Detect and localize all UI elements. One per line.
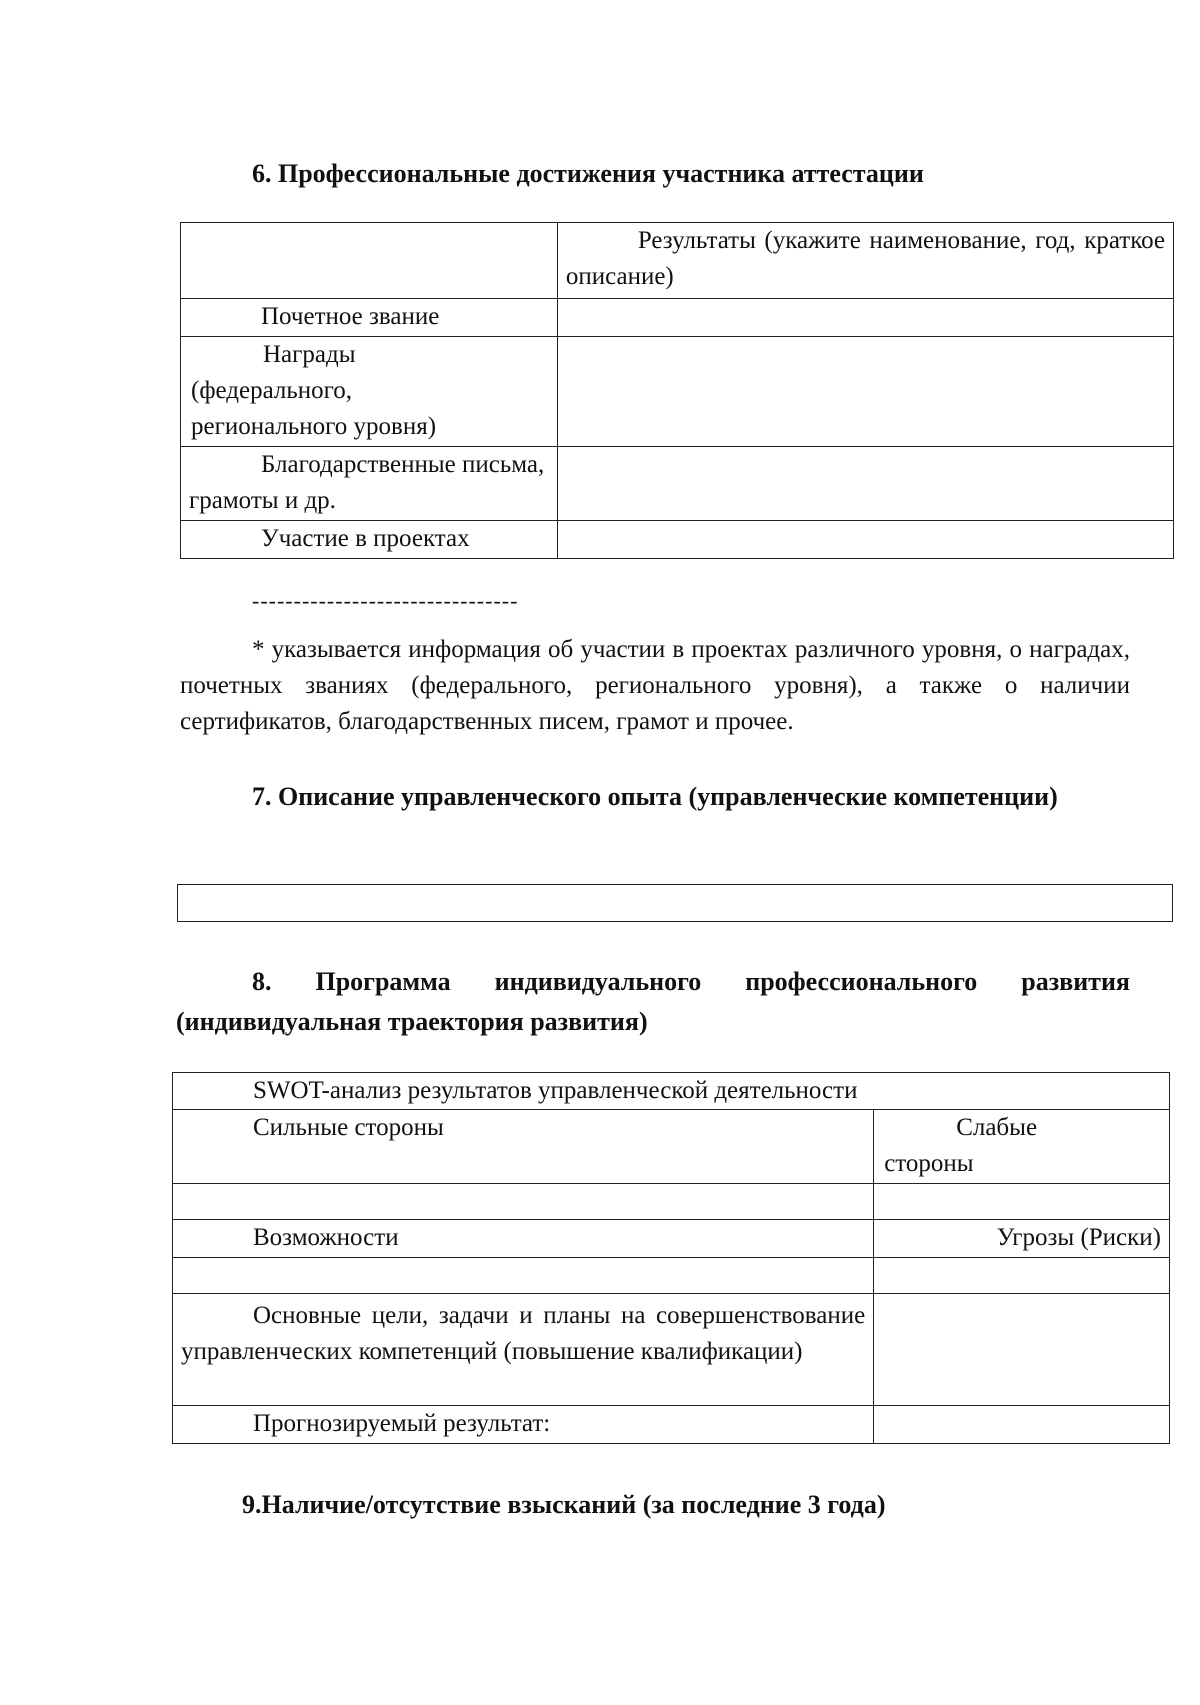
forecast-label: Прогнозируемый результат: (173, 1406, 874, 1444)
swot-table (172, 1072, 1170, 1444)
swot-threats-label: Угрозы (Риски) (874, 1220, 1170, 1258)
swot-threats-value[interactable] (874, 1258, 1170, 1294)
cell-letters-value[interactable] (557, 447, 1173, 521)
footnote-separator: -------------------------------- (252, 588, 519, 613)
section-9-title: 9.Наличие/отсутствие взысканий (за последние 3 года) (242, 1490, 886, 1519)
section-8-title: 8. Программа индивидуального профессионального развития (индивидуальная траектория развития) (176, 967, 1130, 1036)
cell-honorary-title-value[interactable] (557, 299, 1173, 337)
row-awards: Награды (федерального, регионального уровня) (191, 341, 437, 440)
swot-opportunities-value[interactable] (173, 1258, 874, 1294)
swot-weaknesses-value[interactable] (874, 1184, 1170, 1220)
achievements-table (180, 222, 1174, 559)
swot-strengths-value[interactable] (173, 1184, 874, 1220)
section-6-title: 6. Профессиональные достижения участника аттестации (252, 159, 924, 188)
achievements-header-empty (181, 223, 558, 299)
footnote-text: * указывается информация об участии в проектах различного уровня, о наградах, почетных званиях (федерального, регионального уровня), а также о наличии сертификатов, благодарственных писем, грамот и прочее. (180, 636, 1130, 735)
management-experience-field[interactable] (177, 884, 1173, 922)
swot-weaknesses-label: Слабые стороны (884, 1114, 1038, 1177)
section-7-title: 7. Описание управленческого опыта (управленческие компетенции) (252, 782, 1058, 811)
row-honorary-title: Почетное звание (181, 299, 558, 337)
cell-projects-value[interactable] (557, 521, 1173, 559)
achievements-header-results: Результаты (укажите наименование, год, краткое описание) (557, 223, 1173, 299)
swot-strengths-label: Сильные стороны (173, 1110, 874, 1184)
row-projects: Участие в проектах (181, 521, 558, 559)
cell-awards-value[interactable] (557, 337, 1173, 447)
goals-value[interactable] (874, 1294, 1170, 1406)
row-letters: Благодарственные письма, грамоты и др. (181, 447, 558, 521)
forecast-value[interactable] (874, 1406, 1170, 1444)
swot-opportunities-label: Возможности (173, 1220, 874, 1258)
swot-header: SWOT-анализ результатов управленческой деятельности (173, 1073, 1170, 1110)
goals-label: Основные цели, задачи и планы на совершенствование управленческих компетенций (повышение квалификации) (173, 1294, 874, 1406)
